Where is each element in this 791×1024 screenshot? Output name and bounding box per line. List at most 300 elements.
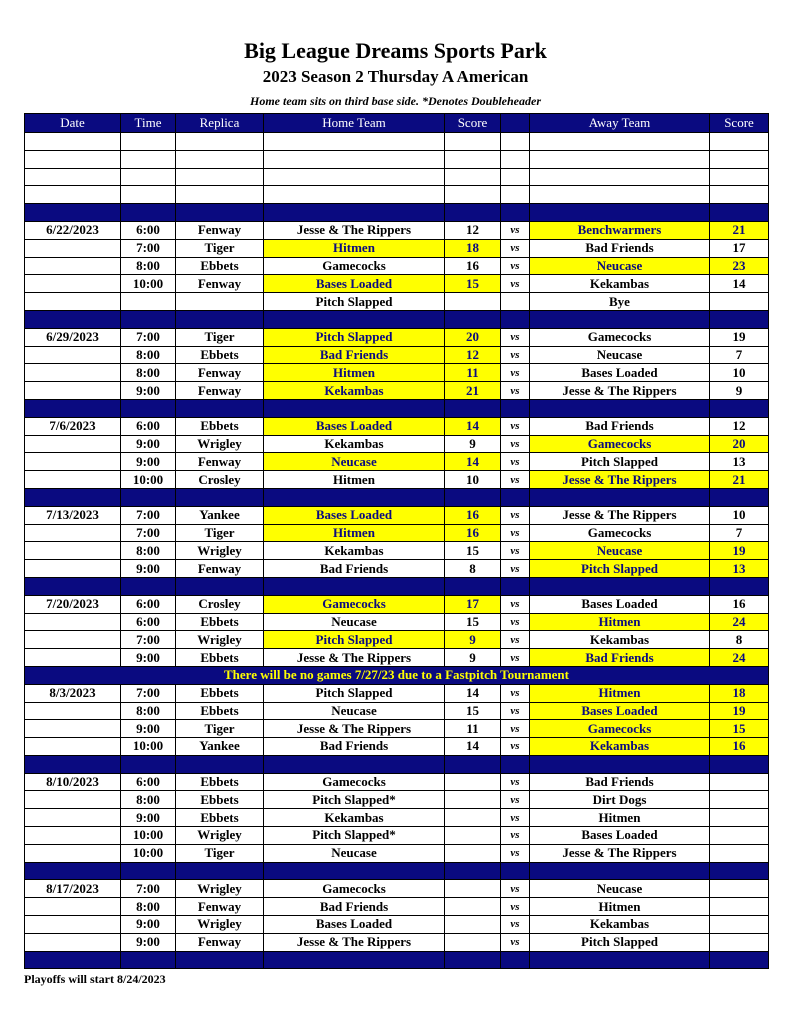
empty-cell (710, 488, 769, 506)
home-score-cell (445, 791, 501, 809)
empty-cell (710, 133, 769, 151)
home-score-cell: 16 (445, 524, 501, 542)
away-score-cell: 20 (710, 435, 769, 453)
empty-cell (264, 399, 445, 417)
empty-cell (501, 577, 530, 595)
section-divider-row (25, 399, 769, 417)
home-team-cell: Kekambas (264, 435, 445, 453)
empty-cell (264, 168, 445, 186)
vs-cell: vs (501, 791, 530, 809)
away-score-cell: 19 (710, 702, 769, 720)
schedule-body (25, 133, 769, 969)
empty-cell (445, 150, 501, 168)
empty-cell (445, 133, 501, 151)
home-team-cell: Gamecocks (264, 595, 445, 613)
replica-cell: Fenway (176, 221, 264, 239)
game-row (25, 542, 769, 560)
home-score-cell: 10 (445, 471, 501, 489)
vs-cell: vs (501, 435, 530, 453)
empty-cell (264, 186, 445, 204)
empty-cell (264, 488, 445, 506)
home-score-cell: 9 (445, 435, 501, 453)
replica-cell: Ebbets (176, 773, 264, 791)
page-subtitle: 2023 Season 2 Thursday A American (262, 67, 529, 86)
home-team-cell: Bases Loaded (264, 275, 445, 293)
home-score-cell (445, 916, 501, 934)
empty-cell (530, 133, 710, 151)
away-score-cell (710, 898, 769, 916)
away-score-cell: 18 (710, 684, 769, 702)
home-team-cell: Neucase (264, 844, 445, 862)
away-team-cell: Jesse & The Rippers (530, 471, 710, 489)
game-row (25, 738, 769, 756)
empty-cell (264, 133, 445, 151)
date-cell (25, 649, 121, 667)
time-cell: 6:00 (121, 417, 176, 435)
home-team-cell: Hitmen (264, 471, 445, 489)
empty-cell (264, 310, 445, 328)
away-score-cell: 15 (710, 720, 769, 738)
away-team-cell: Neucase (530, 880, 710, 898)
replica-cell: Ebbets (176, 346, 264, 364)
vs-cell: vs (501, 595, 530, 613)
away-score-cell: 12 (710, 417, 769, 435)
time-cell: 9:00 (121, 453, 176, 471)
vs-cell: vs (501, 809, 530, 827)
away-score-cell (710, 916, 769, 934)
section-divider-row (25, 204, 769, 222)
away-team-cell: Pitch Slapped (530, 933, 710, 951)
date-cell (25, 791, 121, 809)
vs-cell: vs (501, 560, 530, 578)
notice-text: There will be no games 7/27/23 due to a Fastpitch Tournament (25, 666, 769, 684)
vs-cell: vs (501, 364, 530, 382)
time-cell: 6:00 (121, 595, 176, 613)
home-score-cell: 14 (445, 417, 501, 435)
replica-cell: Fenway (176, 453, 264, 471)
home-score-cell: 15 (445, 542, 501, 560)
time-cell: 8:00 (121, 702, 176, 720)
away-score-cell: 23 (710, 257, 769, 275)
empty-cell (710, 150, 769, 168)
away-score-cell: 24 (710, 649, 769, 667)
blank-row (25, 186, 769, 204)
away-team-cell: Hitmen (530, 684, 710, 702)
vs-cell: vs (501, 613, 530, 631)
section-divider-row (25, 755, 769, 773)
home-score-cell: 15 (445, 613, 501, 631)
date-cell (25, 720, 121, 738)
game-row (25, 898, 769, 916)
time-cell: 10:00 (121, 471, 176, 489)
empty-cell (25, 168, 121, 186)
date-cell: 7/20/2023 (25, 595, 121, 613)
game-row (25, 595, 769, 613)
time-cell: 9:00 (121, 382, 176, 400)
time-cell: 7:00 (121, 880, 176, 898)
game-row (25, 880, 769, 898)
header-replica: Replica (176, 114, 264, 133)
empty-cell (25, 133, 121, 151)
vs-cell: vs (501, 720, 530, 738)
away-score-cell (710, 809, 769, 827)
home-score-cell (445, 844, 501, 862)
home-score-cell (445, 933, 501, 951)
home-team-cell: Pitch Slapped (264, 293, 445, 311)
away-score-cell: 9 (710, 382, 769, 400)
away-team-cell: Bad Friends (530, 649, 710, 667)
empty-cell (176, 186, 264, 204)
time-cell: 8:00 (121, 791, 176, 809)
empty-cell (710, 577, 769, 595)
empty-cell (25, 186, 121, 204)
vs-cell: vs (501, 773, 530, 791)
away-team-cell: Bases Loaded (530, 827, 710, 845)
time-cell: 10:00 (121, 827, 176, 845)
empty-cell (121, 150, 176, 168)
vs-cell: vs (501, 738, 530, 756)
empty-cell (264, 755, 445, 773)
home-score-cell: 18 (445, 239, 501, 257)
time-cell: 9:00 (121, 933, 176, 951)
home-score-cell (445, 898, 501, 916)
game-row (25, 275, 769, 293)
game-row (25, 328, 769, 346)
home-score-cell: 21 (445, 382, 501, 400)
time-cell: 7:00 (121, 506, 176, 524)
empty-cell (25, 204, 121, 222)
home-score-cell: 16 (445, 257, 501, 275)
game-row (25, 791, 769, 809)
page-title: Big League Dreams Sports Park (244, 38, 547, 63)
vs-cell (501, 293, 530, 311)
empty-cell (176, 150, 264, 168)
vs-cell: vs (501, 916, 530, 934)
home-score-cell: 14 (445, 738, 501, 756)
away-team-cell: Bad Friends (530, 239, 710, 257)
vs-cell: vs (501, 827, 530, 845)
away-score-cell: 17 (710, 239, 769, 257)
empty-cell (710, 186, 769, 204)
date-cell (25, 435, 121, 453)
replica-cell: Ebbets (176, 684, 264, 702)
game-row (25, 257, 769, 275)
away-team-cell: Kekambas (530, 275, 710, 293)
home-team-cell: Gamecocks (264, 257, 445, 275)
empty-cell (121, 133, 176, 151)
vs-cell: vs (501, 453, 530, 471)
home-team-cell: Pitch Slapped* (264, 791, 445, 809)
replica-cell: Ebbets (176, 257, 264, 275)
away-score-cell: 21 (710, 221, 769, 239)
home-team-cell: Gamecocks (264, 773, 445, 791)
empty-cell (710, 755, 769, 773)
empty-cell (530, 186, 710, 204)
empty-cell (530, 150, 710, 168)
date-cell (25, 293, 121, 311)
time-cell: 10:00 (121, 844, 176, 862)
time-cell: 9:00 (121, 720, 176, 738)
vs-cell: vs (501, 275, 530, 293)
date-cell (25, 560, 121, 578)
empty-cell (264, 577, 445, 595)
empty-cell (121, 755, 176, 773)
empty-cell (121, 310, 176, 328)
home-score-cell: 14 (445, 684, 501, 702)
replica-cell: Wrigley (176, 880, 264, 898)
game-row (25, 933, 769, 951)
empty-cell (530, 488, 710, 506)
replica-cell: Ebbets (176, 702, 264, 720)
home-team-cell: Pitch Slapped (264, 684, 445, 702)
away-team-cell: Bases Loaded (530, 595, 710, 613)
empty-cell (121, 204, 176, 222)
date-cell (25, 542, 121, 560)
empty-cell (121, 862, 176, 880)
away-team-cell: Bases Loaded (530, 702, 710, 720)
empty-cell (25, 862, 121, 880)
section-divider-row (25, 862, 769, 880)
away-team-cell: Dirt Dogs (530, 791, 710, 809)
empty-cell (445, 488, 501, 506)
empty-cell (121, 577, 176, 595)
empty-cell (530, 168, 710, 186)
empty-cell (176, 755, 264, 773)
away-team-cell: Bases Loaded (530, 364, 710, 382)
date-cell (25, 702, 121, 720)
away-score-cell: 7 (710, 346, 769, 364)
empty-cell (530, 951, 710, 969)
replica-cell: Tiger (176, 239, 264, 257)
replica-cell: Crosley (176, 595, 264, 613)
away-team-cell: Jesse & The Rippers (530, 506, 710, 524)
home-team-cell: Bases Loaded (264, 916, 445, 934)
replica-cell: Fenway (176, 898, 264, 916)
replica-cell: Fenway (176, 560, 264, 578)
home-team-cell: Bases Loaded (264, 417, 445, 435)
game-row (25, 435, 769, 453)
home-team-cell: Bad Friends (264, 346, 445, 364)
empty-cell (501, 755, 530, 773)
time-cell: 7:00 (121, 684, 176, 702)
date-cell (25, 239, 121, 257)
date-cell: 6/22/2023 (25, 221, 121, 239)
empty-cell (710, 862, 769, 880)
game-row (25, 613, 769, 631)
home-team-cell: Neucase (264, 702, 445, 720)
home-team-cell: Bad Friends (264, 560, 445, 578)
empty-cell (501, 862, 530, 880)
away-score-cell: 13 (710, 560, 769, 578)
home-team-cell: Pitch Slapped* (264, 827, 445, 845)
date-cell (25, 844, 121, 862)
vs-cell: vs (501, 221, 530, 239)
game-row (25, 560, 769, 578)
game-row (25, 773, 769, 791)
time-cell: 9:00 (121, 916, 176, 934)
away-team-cell: Kekambas (530, 916, 710, 934)
replica-cell: Wrigley (176, 435, 264, 453)
away-team-cell: Jesse & The Rippers (530, 844, 710, 862)
away-team-cell: Kekambas (530, 738, 710, 756)
home-score-cell: 12 (445, 221, 501, 239)
replica-cell: Fenway (176, 382, 264, 400)
empty-cell (530, 399, 710, 417)
game-row (25, 827, 769, 845)
empty-cell (445, 755, 501, 773)
game-row (25, 720, 769, 738)
replica-cell: Ebbets (176, 791, 264, 809)
playoffs-footer: Playoffs will start 8/24/2023 (24, 972, 166, 986)
away-score-cell: 19 (710, 542, 769, 560)
replica-cell: Wrigley (176, 827, 264, 845)
date-cell (25, 382, 121, 400)
empty-cell (501, 186, 530, 204)
home-score-cell: 20 (445, 328, 501, 346)
away-score-cell: 21 (710, 471, 769, 489)
away-score-cell (710, 773, 769, 791)
time-cell: 8:00 (121, 364, 176, 382)
empty-cell (25, 150, 121, 168)
empty-cell (445, 951, 501, 969)
away-team-cell: Neucase (530, 542, 710, 560)
away-score-cell: 14 (710, 275, 769, 293)
date-cell (25, 471, 121, 489)
date-cell (25, 738, 121, 756)
time-cell: 9:00 (121, 649, 176, 667)
time-cell: 10:00 (121, 738, 176, 756)
empty-cell (121, 168, 176, 186)
empty-cell (121, 951, 176, 969)
empty-cell (25, 951, 121, 969)
empty-cell (501, 488, 530, 506)
empty-cell (264, 951, 445, 969)
header-home-team: Home Team (264, 114, 445, 133)
game-row (25, 221, 769, 239)
date-cell (25, 524, 121, 542)
away-team-cell: Gamecocks (530, 435, 710, 453)
home-team-cell: Gamecocks (264, 880, 445, 898)
vs-cell: vs (501, 506, 530, 524)
empty-cell (530, 204, 710, 222)
away-score-cell: 10 (710, 506, 769, 524)
game-row (25, 293, 769, 311)
home-team-cell: Pitch Slapped (264, 631, 445, 649)
empty-cell (121, 488, 176, 506)
home-team-cell: Kekambas (264, 382, 445, 400)
empty-cell (530, 310, 710, 328)
date-cell (25, 364, 121, 382)
replica-cell: Yankee (176, 738, 264, 756)
game-row (25, 524, 769, 542)
date-cell (25, 453, 121, 471)
date-cell (25, 933, 121, 951)
away-team-cell: Hitmen (530, 809, 710, 827)
empty-cell (530, 755, 710, 773)
away-score-cell (710, 880, 769, 898)
blank-row (25, 150, 769, 168)
empty-cell (176, 577, 264, 595)
empty-cell (264, 204, 445, 222)
away-score-cell: 7 (710, 524, 769, 542)
empty-cell (25, 310, 121, 328)
date-cell: 7/6/2023 (25, 417, 121, 435)
time-cell: 8:00 (121, 346, 176, 364)
home-score-cell (445, 880, 501, 898)
time-cell: 8:00 (121, 257, 176, 275)
replica-cell: Yankee (176, 506, 264, 524)
empty-cell (264, 150, 445, 168)
blank-row (25, 168, 769, 186)
replica-cell: Ebbets (176, 649, 264, 667)
date-cell (25, 827, 121, 845)
game-row (25, 649, 769, 667)
away-team-cell: Bye (530, 293, 710, 311)
away-score-cell: 13 (710, 453, 769, 471)
home-team-cell: Hitmen (264, 239, 445, 257)
header-vs (501, 114, 530, 133)
header-time: Time (121, 114, 176, 133)
time-cell: 7:00 (121, 328, 176, 346)
away-team-cell: Jesse & The Rippers (530, 382, 710, 400)
game-row (25, 239, 769, 257)
replica-cell: Ebbets (176, 613, 264, 631)
home-team-cell: Jesse & The Rippers (264, 221, 445, 239)
vs-cell: vs (501, 417, 530, 435)
replica-cell: Crosley (176, 471, 264, 489)
replica-cell: Wrigley (176, 542, 264, 560)
away-team-cell: Gamecocks (530, 720, 710, 738)
replica-cell (176, 293, 264, 311)
home-score-cell: 11 (445, 720, 501, 738)
home-team-cell: Bad Friends (264, 898, 445, 916)
empty-cell (445, 577, 501, 595)
empty-cell (501, 168, 530, 186)
home-score-cell (445, 773, 501, 791)
empty-cell (710, 310, 769, 328)
empty-cell (530, 577, 710, 595)
away-score-cell: 10 (710, 364, 769, 382)
replica-cell: Wrigley (176, 916, 264, 934)
empty-cell (445, 310, 501, 328)
date-cell (25, 346, 121, 364)
empty-cell (264, 862, 445, 880)
home-score-cell: 9 (445, 631, 501, 649)
home-team-cell: Kekambas (264, 809, 445, 827)
empty-cell (710, 168, 769, 186)
empty-cell (445, 399, 501, 417)
replica-cell: Ebbets (176, 417, 264, 435)
home-score-cell: 16 (445, 506, 501, 524)
vs-cell: vs (501, 898, 530, 916)
vs-cell: vs (501, 257, 530, 275)
empty-cell (501, 150, 530, 168)
empty-cell (710, 399, 769, 417)
away-score-cell: 8 (710, 631, 769, 649)
vs-cell: vs (501, 471, 530, 489)
home-score-cell: 15 (445, 702, 501, 720)
empty-cell (710, 951, 769, 969)
vs-cell: vs (501, 542, 530, 560)
home-score-cell: 8 (445, 560, 501, 578)
home-score-cell: 14 (445, 453, 501, 471)
game-row (25, 382, 769, 400)
date-cell (25, 809, 121, 827)
time-cell: 7:00 (121, 239, 176, 257)
vs-cell: vs (501, 649, 530, 667)
empty-cell (530, 862, 710, 880)
empty-cell (501, 133, 530, 151)
